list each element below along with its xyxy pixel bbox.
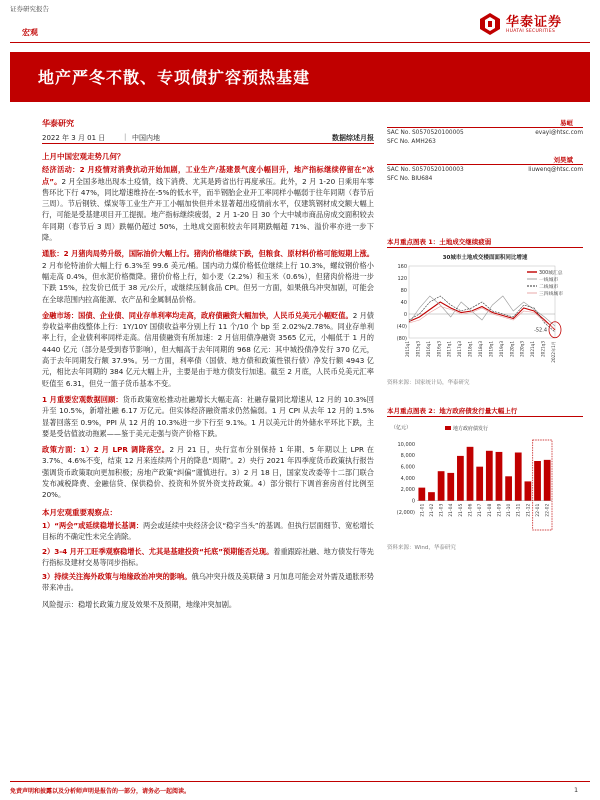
bar: [438, 471, 445, 500]
brand-logo: [478, 10, 590, 38]
x-tick-label: 21-09: [497, 503, 503, 517]
x-tick-label: 21-08: [487, 503, 493, 517]
report-type-label: 证券研究报告: [10, 5, 49, 13]
bar: [505, 476, 512, 500]
research-dept: 华泰研究: [42, 119, 74, 128]
x-tick-label: 2017q1: [446, 341, 452, 357]
paragraph-inflation: [42, 248, 374, 304]
paragraph-economy: [42, 164, 374, 243]
x-tick-label: 2015q3: [415, 341, 421, 357]
paragraph-watch-2: [42, 546, 374, 569]
x-tick-label: 21-05: [458, 503, 464, 517]
logo-mark-icon: [478, 12, 502, 36]
bar: [447, 473, 454, 501]
analyst-name: 刘昊斌: [553, 156, 573, 164]
y-tick-label: 10,000: [397, 441, 415, 448]
para-body: 货币政策宽松推动社融增长大幅走高：社融存量同比增速从 12 月的 10.3%回升至 10.5%，新增社融 6.17 万亿元。但实体经济融资需求仍然偏弱。1 月 CPI 从去年 12 月的 1.5%显著回落至 0.9%，PPI 从 12 月的 10.3%进一步下行至 9.1%。1 月以美元计的外储水平环比下跌，主要是受估值波动拖累——鉴于美元走强与资产价格下跌。: [42, 394, 374, 438]
x-tick-label: 21-10: [507, 503, 513, 517]
para-lead: 1）“两会”或延续稳增长基调：: [42, 520, 144, 530]
report-region: 中国内地: [132, 134, 160, 142]
x-tick-label: 2018q1: [467, 341, 473, 357]
figure-1-rule: [387, 247, 583, 248]
legend-label: 地方政府债发行: [453, 426, 489, 432]
bar: [544, 460, 551, 501]
bar: [496, 452, 503, 501]
report-title: 地产严冬不散、专项债扩容预热基建: [38, 68, 311, 87]
para-body: 2 月全国多地出现本土疫情，线下消费、尤其是跨省出行再度承压。此外，2 月 1-20 日乘用车零售环比下行 47%，同比增速维持在-5%的低水平，而半钢胎企业开工率同样小幅弱于往年同期（春节后三周）。节后钢铁、煤炭等工业生产开工小幅加快但并未显著超出疫情前水平，仅建筑钢材成交额大幅上行，可能是受基建项目开工提振。地产指标继续疲弱，2 月 1-20 日 30 个大中城市商品房成交面积较去年同期（春节后 3 周）跌幅仍超过 50%，土地成交面积较去年同期跌幅超 71%、溢价率亦进一步下降。: [42, 176, 374, 243]
figure-1-label: 本月重点图表 1：土地成交继续疲弱: [387, 238, 492, 246]
y-tick-label: 8,000: [400, 453, 415, 460]
footer-rule: [10, 781, 590, 782]
bar: [418, 488, 425, 501]
analyst-sac: SAC No. S0570520100005: [387, 130, 464, 136]
x-tick-label: 2016q3: [436, 341, 442, 357]
bar: [515, 453, 522, 501]
x-tick-label: 22-01: [536, 503, 542, 517]
chart-title: 30城市土地成交楼面面积同比增速: [442, 255, 528, 261]
x-tick-label: 2016q1: [425, 341, 431, 357]
analyst-name: 易峘: [560, 119, 573, 127]
bar: [534, 461, 541, 501]
paragraph-data-review: [42, 394, 374, 439]
y-tick-label: (2,000): [396, 509, 415, 516]
y-tick-label: 120: [397, 275, 407, 282]
y-tick-label: 0: [403, 311, 407, 318]
legend-label: 三四线城市: [539, 291, 563, 297]
legend-swatch: [445, 426, 451, 430]
legend-label: 二线城市: [539, 284, 559, 290]
analyst-block: [387, 118, 583, 233]
y-tick-label: 0: [411, 498, 415, 505]
bar: [476, 467, 483, 501]
paragraph-policy: [42, 444, 374, 500]
page-number: 1: [574, 786, 579, 794]
figure-1-source: 资料来源：国家统计局，华泰研究: [387, 380, 470, 386]
x-tick-label: 21-02: [429, 503, 435, 517]
brand-name-en: HUATAI SECURITIES: [506, 29, 556, 34]
meta-row: [42, 131, 374, 144]
x-tick-label: 21-07: [478, 503, 484, 517]
chart-unit: （亿元）: [391, 425, 412, 431]
analyst-email[interactable]: evayi@htsc.com: [535, 130, 583, 136]
brand-name-cn: 华泰证券: [506, 15, 563, 30]
local-bond-issuance-chart: [387, 420, 583, 538]
y-tick-label: (80): [396, 335, 407, 342]
y-tick-label: 160: [397, 263, 407, 270]
legend-label: 300城汇总: [539, 270, 563, 276]
y-tick-label: 6,000: [400, 464, 415, 471]
figure-2-source: 资料来源：Wind，华泰研究: [387, 545, 456, 551]
y-tick-label: 40: [400, 299, 407, 306]
paragraph-watch-3: [42, 571, 374, 594]
para-lead: 2）3-4 月开工旺季观察稳增长、尤其是基建投资“托底”预期能否兑现。: [42, 546, 274, 556]
analyst-rule: [387, 164, 583, 165]
x-tick-label: 2021q3: [540, 341, 546, 357]
analyst-sac: SAC No. S0570520100003: [387, 167, 464, 173]
meta-sep: |: [124, 133, 127, 141]
para-lead: 1 月重要宏观数据回顾：: [42, 394, 123, 404]
x-tick-label: 2021q1: [530, 341, 536, 357]
para-lead: 经济活动：2 月疫情对消费抗动开始加剧，工业生产/基建景气度小幅回升，地产指标继续停留在“冰点”。: [42, 165, 374, 186]
x-tick-label: 2018q3: [478, 341, 483, 357]
para-body: 2 月 21 日，央行宣布分别保持 1 年期、5 年期以上 LPR 在 3.7%、4.6%不变，结束 12 月来连续两个月的降息“周期”。2）央行 2021 年四季度货币政策执行报告强调货币政策取向更加积极；房地产政策“纠偏”谨慎进行。3）2 月 18 日，国家发改委等十二部门联合发布减税降费、金融信贷、保供稳价、投资和外贸外资支持政策。4）部分银行下调首套房首付比例至 20%。: [42, 445, 374, 500]
x-tick-label: 21-01: [420, 503, 426, 517]
report-kind: 数据综述月报: [332, 134, 374, 142]
para-lead: 金融市场：国债、企业债、同业存单利率均走高，政府债融资大幅加快，人民币兑美元小幅贬值。: [42, 310, 353, 320]
x-tick-label: 21-03: [439, 503, 445, 517]
title-banner: [10, 52, 590, 102]
annotation-label: -52.4: [534, 327, 547, 334]
x-tick-label: 21-06: [468, 503, 474, 517]
figure-2-rule: [387, 416, 583, 417]
y-tick-label: 4,000: [400, 475, 415, 482]
para-lead: 政策方面：1）2 月 LPR 调降落空。: [42, 445, 170, 455]
series-line: [409, 302, 555, 330]
x-tick-label: 21-11: [516, 503, 522, 517]
land-transaction-chart: [387, 250, 583, 370]
x-tick-label: 2019q1: [488, 341, 494, 357]
y-tick-label: 80: [400, 287, 407, 294]
para-lead: 通胀：2 月猪肉局势升级，国际油价大幅上行。猪肉价格继续下跌，但粮食、原材料价格可能短期上涨。: [42, 249, 374, 259]
x-tick-label: 2022年1月: [551, 341, 556, 363]
x-tick-label: 22-02: [545, 503, 551, 517]
para-lead: 3）持续关注海外政策与地缘政治冲突的影响。: [42, 572, 192, 582]
analyst-rule: [387, 127, 583, 128]
body-column: [42, 151, 374, 771]
analyst-sfc: SFC No. AMH263: [387, 139, 436, 145]
section-heading: 本月宏观重要观察点：: [42, 507, 117, 517]
bar: [428, 492, 435, 501]
para-body: 2 月布伦特油价大幅上行 6.3%至 99.6 美元/桶。国内动力煤价格低位继续上行 10.3%，螺纹钢价格小幅走高 0.4%，但水泥价格微降。猪价价格上行，如小麦（2.2%）和玉米（0.6%），但猪肉价格进一步下跌 15%，拉发价已低于 38 元/公斤，或继续压制食品 CPI。但另一方面，如果俄乌冲突加剧，可能会在全球范围内拉高能源、农产品和金属制品价格。: [42, 260, 374, 304]
y-tick-label: (40): [396, 323, 407, 330]
para-body: 俄乌冲突升级及美联储 3 月加息可能会对外需及通胀形势带来冲击。: [42, 572, 374, 593]
x-tick-label: 2020q3: [519, 341, 525, 357]
category-label: 宏观: [22, 28, 38, 37]
para-body: 2 月债券收益率曲线整体上行：1Y/10Y 国债收益率分别上行 11 个/10 个 bp 至 2.02%/2.78%。同业存单利率上行，企业债利率同样走高。信用债融资有所加速：2 月信用债净融资 3565 亿元，小幅低于 1 月的 4440 亿元（部分是受到春节影响），但大幅高于去年同期的 968 亿元：其中城投债净发行 370 亿元，高于去年同期发行额 37.9%。另一方面，利率债（国债、地方债和政策性银行债）净发行额 4943 亿元，相比去年同期的 384 亿元大幅上升，主要是由于地方债发行加速。截至 2 月底，人民币兑美元汇率贬值至 6.31，但兑一篮子货币基本不变。: [42, 310, 374, 388]
risk-label: 风险提示：: [42, 599, 78, 609]
x-tick-label: 2019q3: [498, 341, 504, 357]
paragraph-watch-1: [42, 520, 374, 543]
series-line: [409, 307, 555, 330]
risk-line: [42, 599, 374, 610]
paragraph-finance: [42, 310, 374, 389]
x-tick-label: 2015q1: [405, 341, 410, 357]
x-tick-label: 2020q1: [509, 341, 515, 357]
report-date: 2022 年 3 月 01 日: [42, 134, 106, 142]
para-body: 着重跟踪社融、地方债发行等先行指标及建材交易等同步指标。: [42, 546, 374, 567]
para-body: 两会或延续中央经济会议“稳字当头”的基调。但执行层面细节、宽松增长目标的不确定性未完全消除。: [42, 520, 374, 542]
figure-2-label: 本月重点图表 2：地方政府债发行量大幅上行: [387, 407, 518, 415]
bar: [467, 447, 474, 501]
x-tick-label: 2017q3: [457, 341, 463, 357]
risk-text: 稳增长政策力度及效果不及预期，地缘冲突加剧。: [77, 599, 237, 609]
header-rule: [10, 42, 590, 43]
y-tick-label: 2,000: [400, 487, 415, 494]
legend-label: 一线城市: [539, 277, 559, 283]
bar: [457, 456, 464, 501]
x-tick-label: 21-12: [526, 503, 532, 517]
analyst-sfc: SFC No. BIU684: [387, 176, 433, 182]
section-heading: 上月中国宏观走势几何？: [42, 152, 125, 161]
analyst-email[interactable]: liuwenq@htsc.com: [528, 167, 583, 173]
bar: [525, 481, 532, 500]
x-tick-label: 21-04: [449, 503, 455, 517]
bar: [486, 451, 493, 501]
footer-disclaimer: 免责声明和披露以及分析师声明是报告的一部分，请务必一起阅读。: [10, 788, 191, 795]
